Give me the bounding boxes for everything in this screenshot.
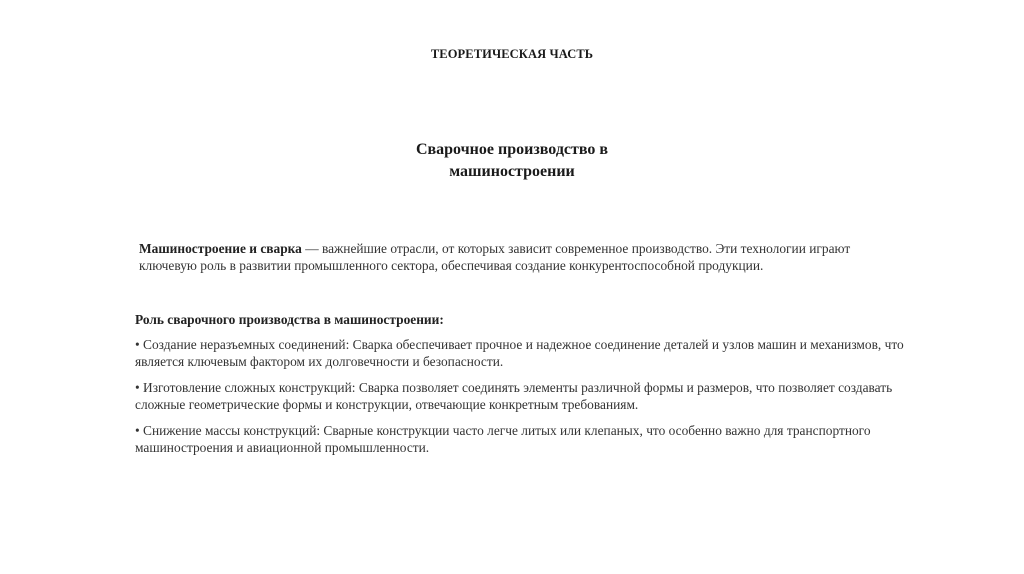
role-item-1: • Создание неразъемных соединений: Сварка обеспечивает прочное и надежное соединение деталей и узлов машин и механизмов, что является ключевым фактором их долговечности и безопасности. xyxy=(135,337,904,369)
role-item-3: • Снижение массы конструкций: Сварные конструкции часто легче литых или клепаных, что особенно важно для транспортного машиностроения и авиационной промышленности. xyxy=(135,423,871,455)
slide-title xyxy=(0,139,1024,183)
roles-heading: Роль сварочного производства в машиностроении: xyxy=(135,312,444,327)
intro-term: Машиностроение и сварка xyxy=(139,241,302,256)
intro-paragraph xyxy=(139,241,899,274)
roles-section xyxy=(135,311,905,466)
intro-text: — важнейшие отрасли, от которых зависит современное производство. Эти технологии играют ключевую роль в развитии промышленного сектора, обеспечивая создание конкурентоспособной продукции. xyxy=(139,241,851,273)
slide-title-line-1: Сварочное производство в xyxy=(415,141,609,158)
role-item-2: • Изготовление сложных конструкций: Сварка позволяет соединять элементы различной формы и размеров, что позволяет создавать сложные геометрические формы и конструкции, отвечающие конкретным требованиям. xyxy=(135,380,893,412)
section-title: ТЕОРЕТИЧЕСКАЯ ЧАСТЬ xyxy=(430,47,594,61)
slide-title-line-2: машиностроении xyxy=(449,163,575,180)
